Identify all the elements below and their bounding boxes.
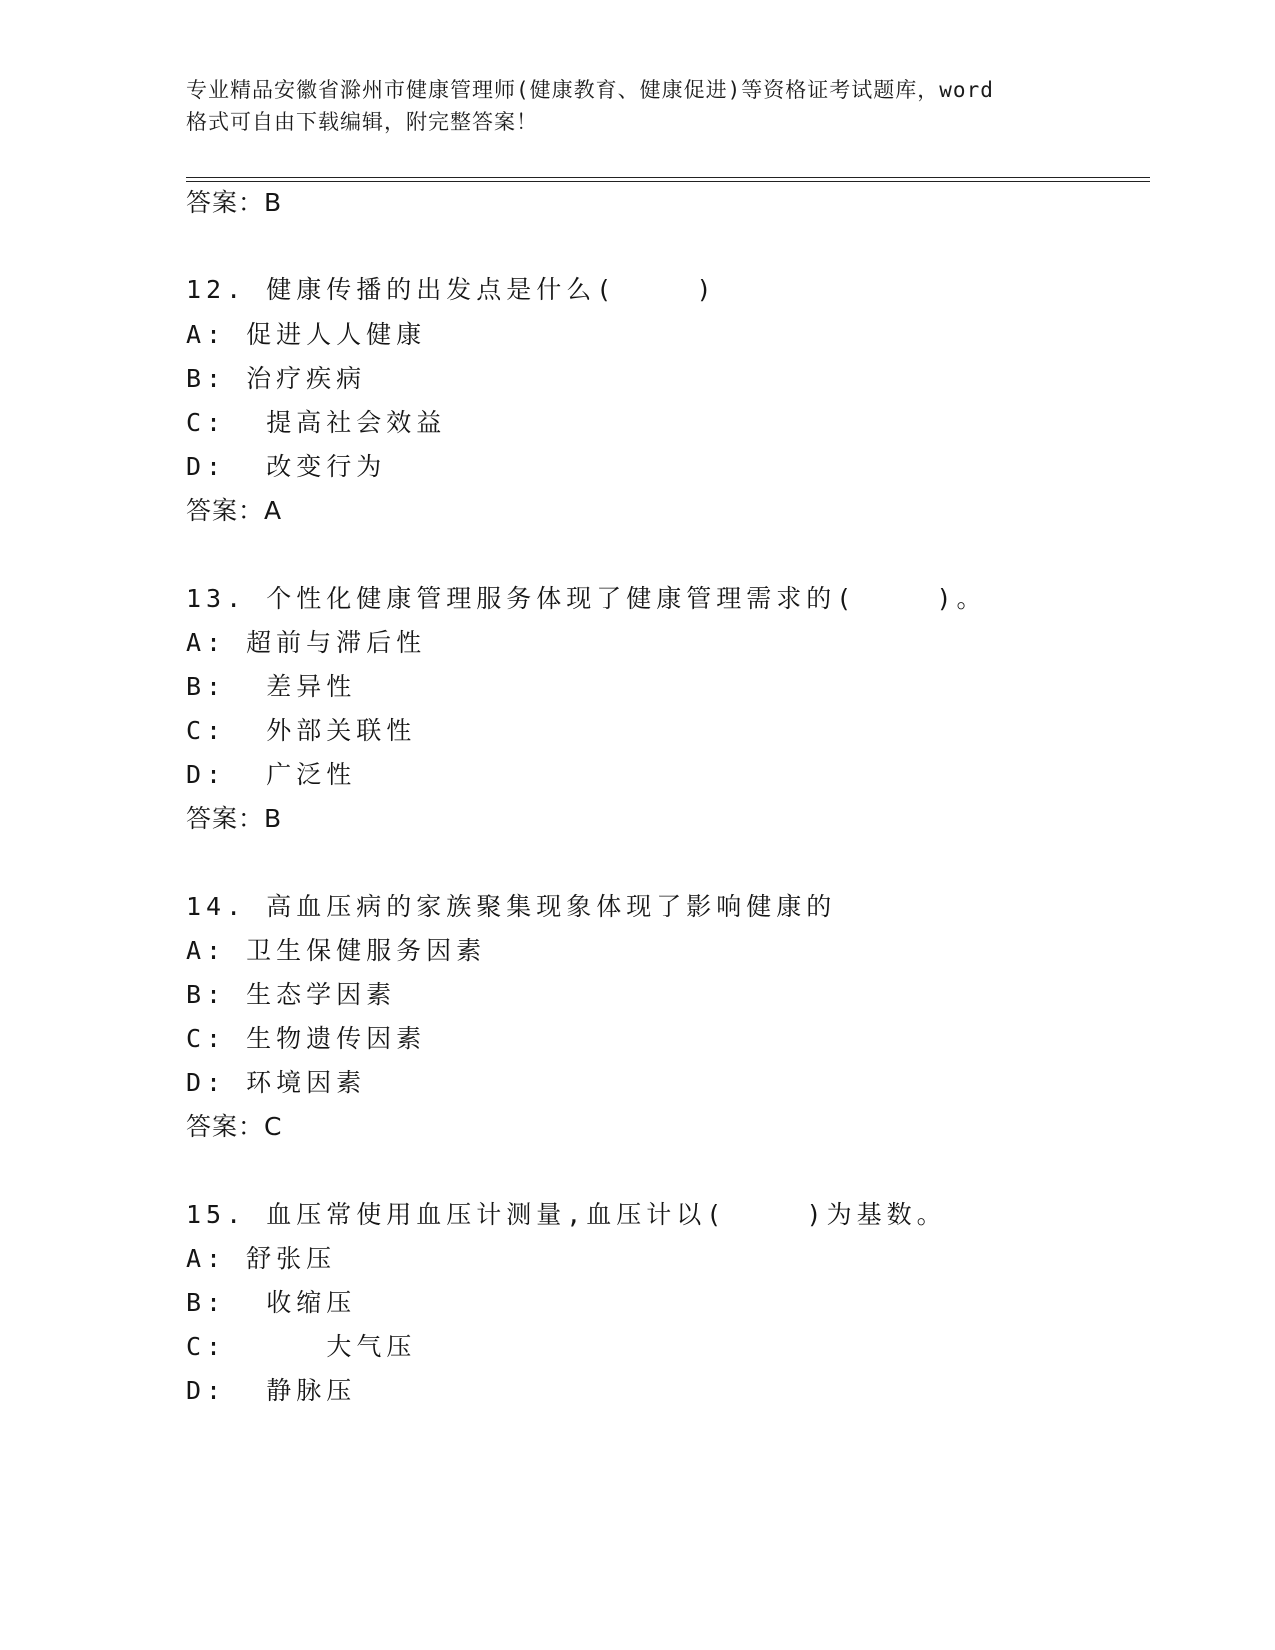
question-14-stem: 14. 高血压病的家族聚集现象体现了影响健康的 [186,892,837,921]
question-14-option-a: A: 卫生保健服务因素 [186,936,487,965]
header-line-2: 格式可自由下载编辑，附完整答案！ [186,110,538,134]
question-14-option-c: C: 生物遗传因素 [186,1024,427,1053]
question-15-option-c: C: 大气压 [186,1332,417,1361]
question-12-option-c: C: 提高社会效益 [186,408,447,437]
question-12-answer: 答案：A [186,496,283,525]
question-15-option-a: A: 舒张压 [186,1244,337,1273]
question-13-option-a: A: 超前与滞后性 [186,628,427,657]
question-13-option-c: C: 外部关联性 [186,716,417,745]
question-15-option-d: D: 静脉压 [186,1376,357,1405]
question-15-stem: 15. 血压常使用血压计测量,血压计以( )为基数。 [186,1200,947,1229]
question-13-option-b: B: 差异性 [186,672,357,701]
question-14-option-d: D: 环境因素 [186,1068,367,1097]
question-15-option-b: B: 收缩压 [186,1288,357,1317]
previous-answer: 答案：B [186,188,283,217]
header-divider-top [186,177,1150,178]
header-line-1: 专业精品安徽省滁州市健康管理师(健康教育、健康促进)等资格证考试题库，word [186,78,994,102]
question-13-option-d: D: 广泛性 [186,760,357,789]
question-13-stem: 13. 个性化健康管理服务体现了健康管理需求的( )。 [186,584,987,613]
question-12-option-d: D: 改变行为 [186,452,387,481]
question-13-answer: 答案：B [186,804,283,833]
header-divider-bottom [186,181,1150,182]
question-14-answer: 答案：C [186,1112,283,1141]
question-12-stem: 12. 健康传播的出发点是什么( ) [186,275,717,304]
question-14-option-b: B: 生态学因素 [186,980,397,1009]
document-header [186,74,1086,138]
question-12-option-a: A: 促进人人健康 [186,320,427,349]
question-12-option-b: B: 治疗疾病 [186,364,367,393]
